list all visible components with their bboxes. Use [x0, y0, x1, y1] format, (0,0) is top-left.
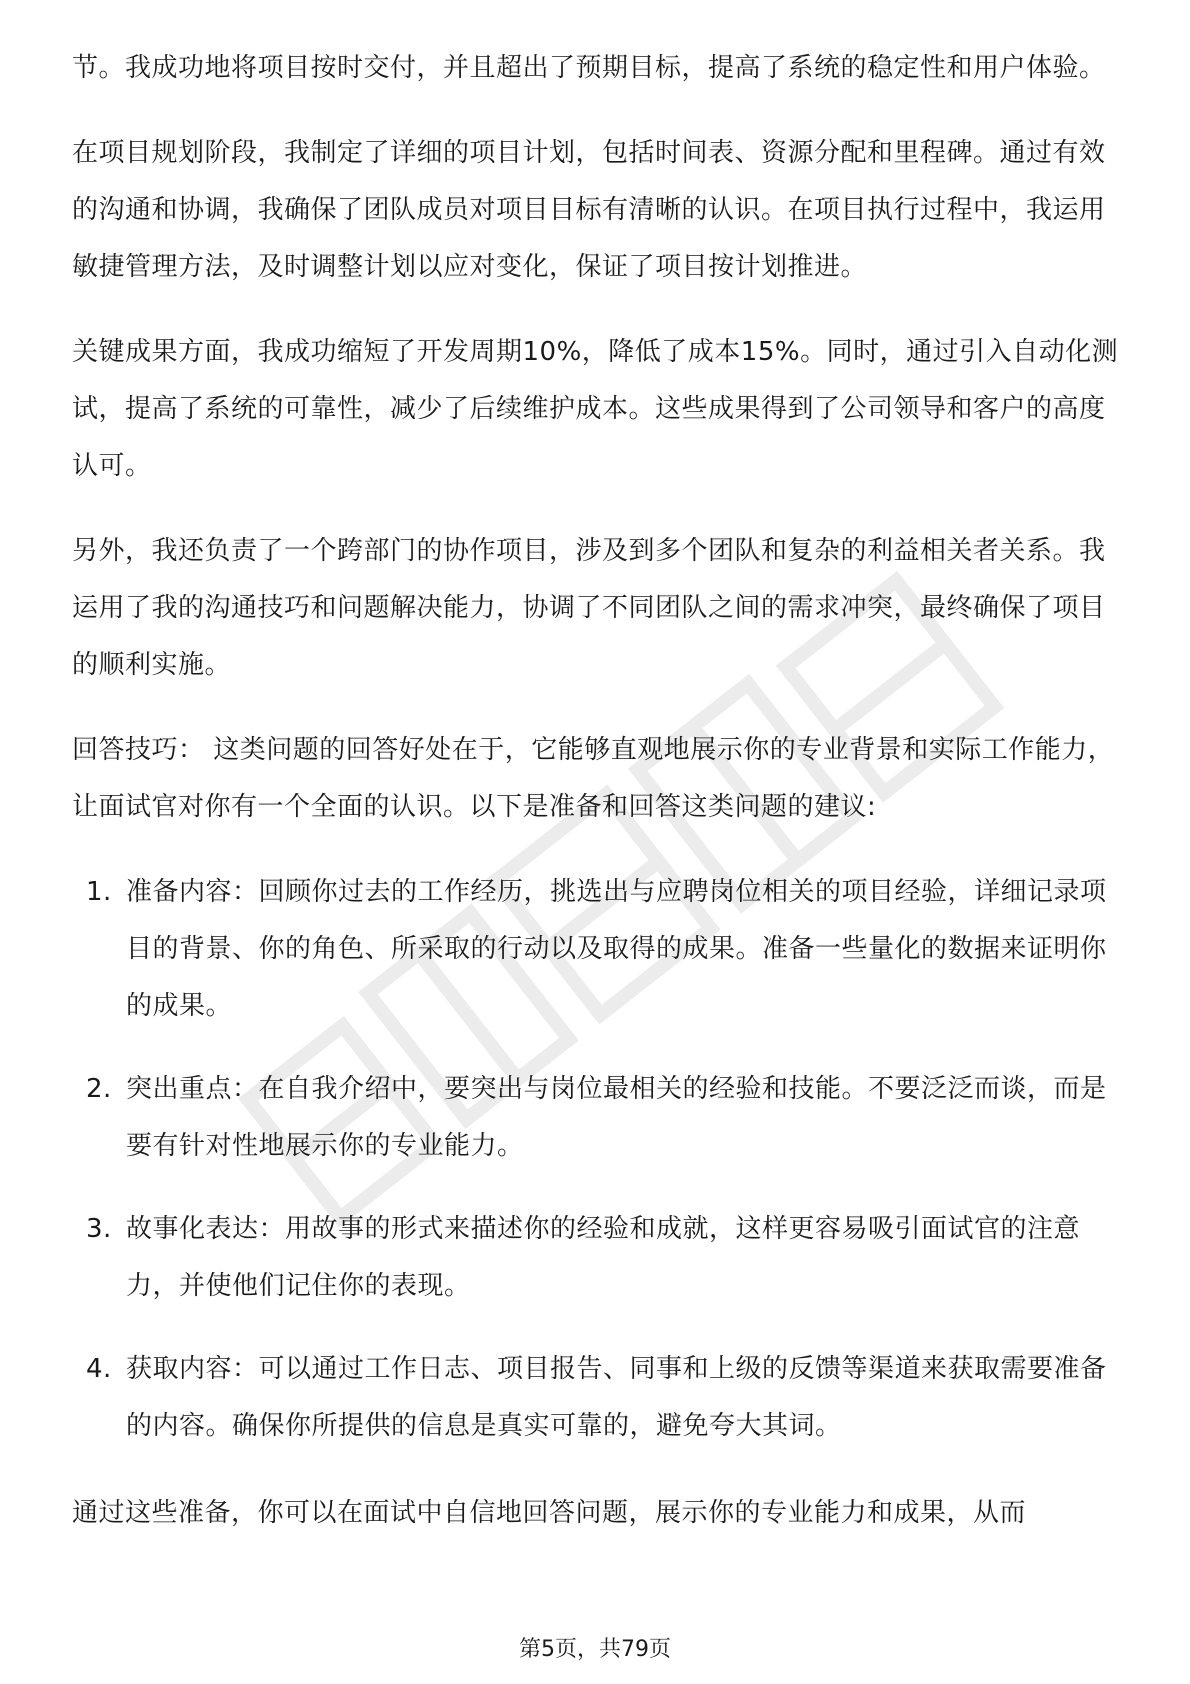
list-number: 1. [86, 877, 112, 907]
paragraph-planning: 在项目规划阶段，我制定了详细的项目计划，包括时间表、资源分配和里程碑。通过有效的沟通和协调，我确保了团队成员对项目目标有清晰的认识。在项目执行过程中，我运用敏捷管理方法，及时调整计划以应对变化，保证了项目按计划推进。 [72, 138, 1106, 282]
paragraph-closing: 通过这些准备，你可以在面试中自信地回答问题，展示你的专业能力和成果，从而 [72, 1498, 1027, 1528]
paragraph-results: 关键成果方面，我成功缩短了开发周期10%，降低了成本15%。同时，通过引入自动化测试，提高了系统的可靠性，减少了后续维护成本。这些成果得到了公司领导和客户的高度认可。 [72, 337, 1119, 481]
page-number: 第5页，共79页 [519, 1637, 671, 1662]
list-item-text: 突出重点：在自我介绍中，要突出与岗位最相关的经验和技能。不要泛泛而谈，而是要有针对性地展示你的专业能力。 [126, 1074, 1107, 1161]
list-item-text: 准备内容：回顾你过去的工作经历，挑选出与应聘岗位相关的项目经验，详细记录项目的背景、你的角色、所采取的行动以及取得的成果。准备一些量化的数据来证明你的成果。 [126, 877, 1107, 1021]
list-number: 2. [86, 1074, 112, 1104]
paragraph-cross-team: 另外，我还负责了一个跨部门的协作项目，涉及到多个团队和复杂的利益相关者关系。我运用了我的沟通技巧和问题解决能力，协调了不同团队之间的需求冲突，最终确保了项目的顺利实施。 [72, 536, 1106, 680]
document-body [72, 40, 1120, 1570]
list-item-text: 故事化表达：用故事的形式来描述你的经验和成就，这样更容易吸引面试官的注意力，并使他们记住你的表现。 [126, 1214, 1081, 1301]
list-item-text: 获取内容：可以通过工作日志、项目报告、同事和上级的反馈等渠道来获取需要准备的内容。确保你所提供的信息是真实可靠的，避免夸大其词。 [126, 1354, 1107, 1441]
list-item [72, 864, 1120, 1035]
list-item [72, 1061, 1120, 1175]
list-number: 4. [86, 1354, 112, 1384]
tips-list [72, 864, 1120, 1455]
list-item [72, 1201, 1120, 1315]
paragraph-answer-tips: 回答技巧： 这类问题的回答好处在于，它能够直观地展示你的专业背景和实际工作能力，让面试官对你有一个全面的认识。以下是准备和回答这类问题的建议: [72, 735, 1115, 822]
paragraph-intro: 节。我成功地将项目按时交付，并且超出了预期目标，提高了系统的稳定性和用户体验。 [72, 53, 1106, 83]
list-number: 3. [86, 1214, 112, 1244]
list-item [72, 1341, 1120, 1455]
